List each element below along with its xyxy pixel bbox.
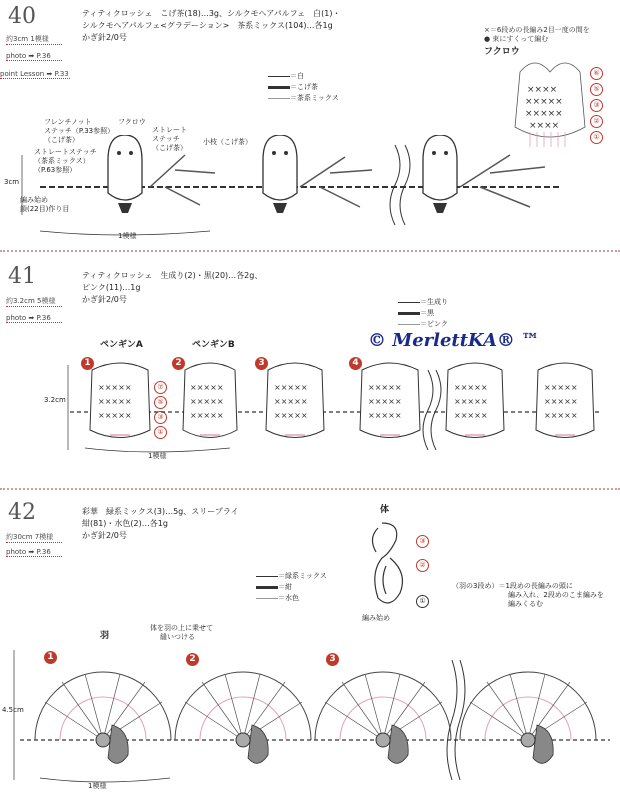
penguin-a-title: ペンギンA <box>100 340 143 350</box>
wing-note <box>452 582 604 609</box>
photo-ref-40: photo ➡ P.36 <box>6 52 62 61</box>
legend-40 <box>268 72 339 103</box>
step-marker-2: 2 <box>186 646 199 666</box>
step-marker-1: 1 <box>81 350 94 370</box>
label-line: ステッチ（P.33参照） <box>44 127 115 135</box>
materials-line: ティティクロッシェ こげ茶(18)…3g、シルクモヘアパルフェ 白(1)・ <box>82 9 341 18</box>
label-line: （茶系ミックス） <box>34 157 90 165</box>
penguin-b-title: ペンギンB <box>192 340 235 350</box>
materials-line: ティティクロッシェ 生成り(2)・黒(20)…各2g、 <box>82 271 263 280</box>
row-marker: ① <box>416 595 429 608</box>
photo-ref-41: photo ➡ P.36 <box>6 314 62 323</box>
materials-41 <box>82 270 262 306</box>
note-line: 体を羽の上に乗せて <box>150 624 213 632</box>
legend-41 <box>398 298 448 329</box>
legend-42 <box>256 572 327 603</box>
svg-text:××××: ×××× <box>529 121 560 131</box>
svg-text:×××××: ××××× <box>454 411 488 420</box>
body-title: 体 <box>380 505 390 515</box>
owl-figure <box>108 135 457 200</box>
owl-garland-diagram <box>0 135 620 245</box>
legend-item: ＝ピンク <box>420 320 448 328</box>
svg-text:×××××: ××××× <box>544 383 578 392</box>
svg-text:×××××: ××××× <box>274 383 308 392</box>
step-marker-1: 1 <box>44 644 57 664</box>
materials-line: 紺(81)・水色(2)…各1g <box>82 519 168 528</box>
legend-item: ＝緑系ミックス <box>278 572 327 580</box>
legend-item: ＝茶系ミックス <box>290 94 339 102</box>
step-marker-4: 4 <box>349 350 362 370</box>
row-marker: ① <box>154 426 167 439</box>
materials-line: かぎ針2/0号 <box>82 33 127 42</box>
svg-text:×××××: ××××× <box>368 383 402 392</box>
row-marker: ② <box>416 559 429 572</box>
svg-text:××××: ×××× <box>527 85 558 95</box>
size-note-41: 約3.2cm 5模様 <box>6 296 62 307</box>
step-marker-3: 3 <box>255 350 268 370</box>
step-marker-2: 2 <box>172 350 185 370</box>
materials-42 <box>82 506 239 542</box>
row-marker: ② <box>590 115 603 128</box>
note-line: 縫いつける <box>160 633 195 641</box>
svg-text:×××××: ××××× <box>190 397 224 406</box>
note-line: ● 束にすくって編む <box>484 35 549 43</box>
section-divider <box>0 250 620 252</box>
materials-line: かぎ針2/0号 <box>82 531 127 540</box>
label-line: （こげ茶） <box>44 136 79 144</box>
row-marker: ③ <box>154 411 167 424</box>
section-divider <box>0 488 620 490</box>
svg-text:×××××: ××××× <box>525 97 563 107</box>
label-line: ストレートステッチ <box>34 148 97 156</box>
height-label-42: 4.5cm <box>2 706 24 714</box>
wing-title: 羽 <box>100 631 110 641</box>
note-line: 編みくるむ <box>508 600 543 608</box>
row-marker: ① <box>590 131 603 144</box>
repeat-label-40: 1模様 <box>118 232 137 240</box>
row-marker: ③ <box>416 535 429 548</box>
svg-text:×××××: ××××× <box>454 383 488 392</box>
materials-40 <box>82 8 341 44</box>
svg-text:×××××: ××××× <box>98 383 132 392</box>
body-row-markers <box>416 528 429 608</box>
row-marker: ⑤ <box>154 396 167 409</box>
lesson-ref-40: point Lesson ➡ P.33 <box>0 70 69 78</box>
size-note-42: 約30cm 7模様 <box>6 532 62 543</box>
legend-item: ＝紺 <box>278 583 292 591</box>
row-marker: ⑥ <box>590 67 603 80</box>
owl-label: フクロウ <box>118 118 146 126</box>
svg-text:×××××: ××××× <box>454 397 488 406</box>
svg-text:×××××: ××××× <box>98 397 132 406</box>
watermark: © MerlettKA® ™ <box>368 330 540 351</box>
size-note-40: 約3cm 1模様 <box>6 34 62 45</box>
materials-line: ピンク(11)…1g <box>82 283 141 292</box>
svg-text:×××××: ××××× <box>544 411 578 420</box>
materials-line: シルクモヘアパルフェ<グラデーション> 茶系ミックス(104)…各1g <box>82 21 333 30</box>
penguin-garland-diagram <box>0 360 620 470</box>
note-line: （羽の3段め）＝1段めの長編みの頭に <box>452 582 573 590</box>
svg-text:×××××: ××××× <box>190 383 224 392</box>
pattern-number-42: 42 <box>8 500 36 525</box>
svg-text:×××××: ××××× <box>274 397 308 406</box>
photo-ref-42: photo ➡ P.36 <box>6 548 62 557</box>
svg-text:×××××: ××××× <box>368 411 402 420</box>
height-label-40: 3cm <box>4 178 20 186</box>
svg-text:×××××: ××××× <box>368 397 402 406</box>
row-marker: ⑦ <box>154 381 167 394</box>
note-line: 編み入れ、2段めのこま編みを <box>508 591 604 599</box>
owl-title: フクロウ <box>484 47 520 57</box>
label-line: （こげ茶） <box>152 144 187 152</box>
svg-text:×××××: ××××× <box>98 411 132 420</box>
materials-line: 彩華 緑系ミックス(3)…5g、スリープライ <box>82 507 239 516</box>
svg-text:×××××: ××××× <box>190 411 224 420</box>
svg-text:×××××: ××××× <box>525 109 563 119</box>
pattern-number-41: 41 <box>8 264 36 289</box>
svg-text:×××××: ××××× <box>544 397 578 406</box>
row-marker: ③ <box>590 99 603 112</box>
step-marker-3: 3 <box>326 646 339 666</box>
pattern-number-40: 40 <box>8 4 36 29</box>
penguin-body <box>90 363 594 438</box>
legend-item: ＝生成り <box>420 298 448 306</box>
stitch-note-40 <box>484 26 590 44</box>
label-line: フレンチノット <box>44 118 92 126</box>
svg-text:×××××: ××××× <box>274 411 308 420</box>
label-line: ステッチ <box>152 135 180 143</box>
label-line: 鎖(22目)作り目 <box>20 205 70 213</box>
legend-item: ＝こげ茶 <box>290 83 318 91</box>
branch-label: 小枝（こげ茶） <box>203 138 252 146</box>
repeat-label-42: 1模様 <box>88 782 107 790</box>
repeat-label-41: 1模様 <box>148 452 167 460</box>
label-line: ストレート <box>152 126 187 134</box>
height-label-41: 3.2cm <box>44 396 66 404</box>
legend-item: ＝水色 <box>278 594 299 602</box>
label-line: （P.63参照） <box>34 166 77 174</box>
legend-item: ＝白 <box>290 72 304 80</box>
body-stitch-chart <box>360 518 420 613</box>
owl-row-markers <box>590 60 603 140</box>
note-line: ×＝6段めの長編み2目一度の間を <box>484 26 590 34</box>
bird-motif-diagram <box>0 640 620 790</box>
materials-line: かぎ針2/0号 <box>82 295 127 304</box>
legend-item: ＝黒 <box>420 309 434 317</box>
label-line: 編み始め <box>20 196 48 204</box>
body-start-label: 編み始め <box>362 614 390 622</box>
row-marker: ⑤ <box>590 83 603 96</box>
